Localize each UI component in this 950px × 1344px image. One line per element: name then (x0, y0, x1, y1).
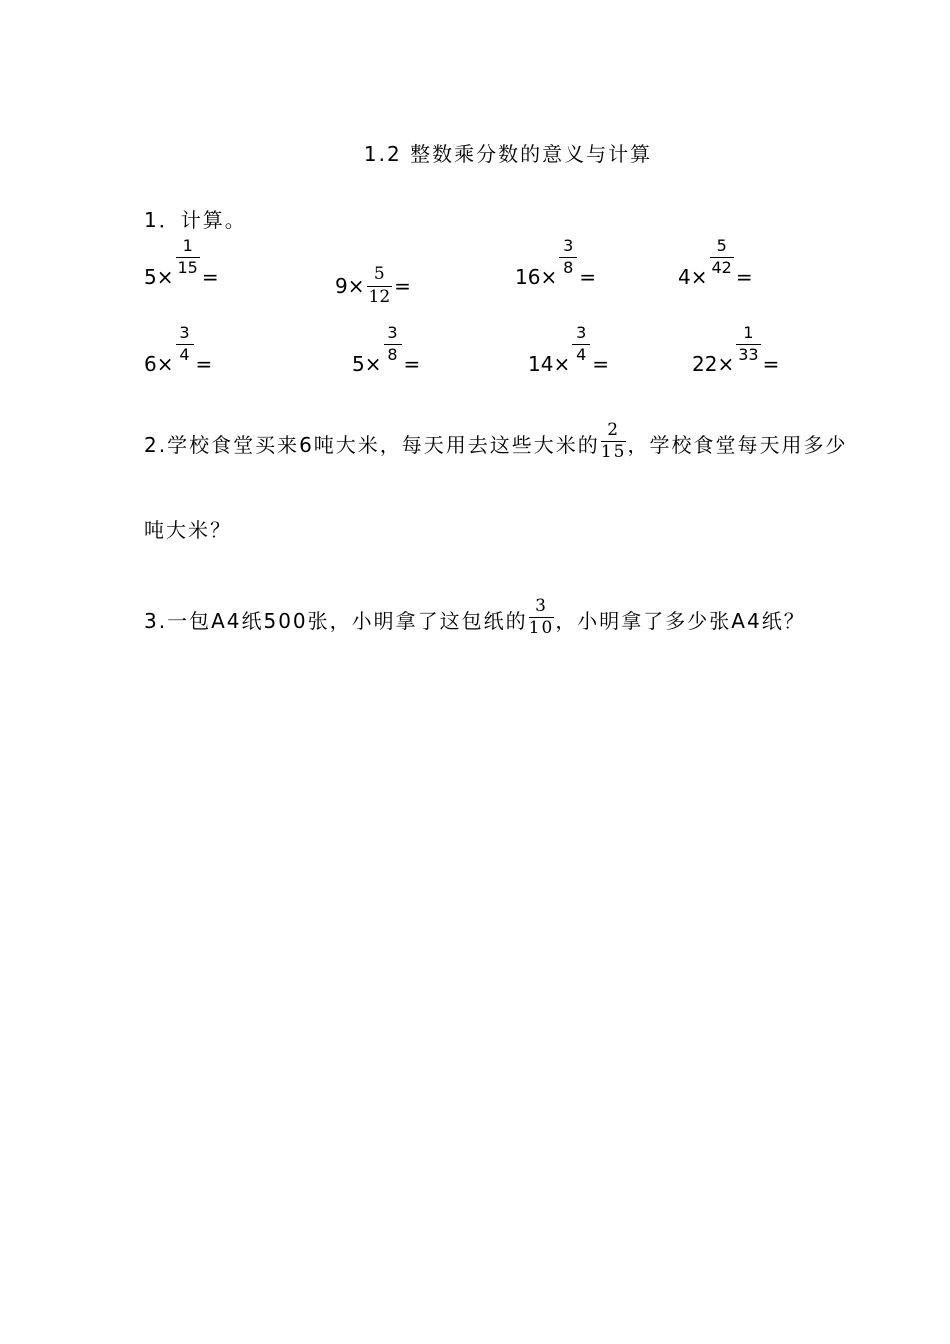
fraction (710, 238, 734, 276)
denominator: 33 (738, 345, 759, 364)
fraction (367, 266, 393, 306)
whole-number: 5 (352, 352, 365, 376)
numerator: 3 (563, 236, 574, 255)
equals-sign: = (592, 352, 609, 376)
times-sign: × (156, 265, 174, 289)
calc-item (144, 323, 213, 383)
calc-item (692, 323, 780, 383)
numerator: 3 (179, 323, 190, 342)
whole-number: 14 (528, 352, 554, 376)
whole-number: 22 (692, 352, 718, 376)
whole-number: 5 (144, 265, 157, 289)
question-2-text-a: 2.学校食堂买来6吨大米，每天用去这些大米的 (144, 433, 600, 457)
whole-number: 4 (678, 265, 691, 289)
times-sign: × (690, 265, 708, 289)
times-sign: × (364, 352, 382, 376)
numerator: 2 (607, 420, 621, 440)
question-3 (144, 596, 806, 639)
question-3-text-a: 3.一包A4纸500张，小明拿了这包纸的 (144, 609, 528, 633)
numerator: 3 (387, 323, 398, 342)
calc-item (678, 236, 753, 296)
section-1-heading: 1．计算。 (144, 208, 247, 232)
denominator: 4 (179, 345, 190, 364)
fraction (529, 598, 555, 637)
question-3-text-b: ，小明拿了多少张A4纸？ (555, 609, 806, 633)
question-2-text-b: ，学校食堂每天用多少 (627, 433, 848, 457)
equals-sign: = (579, 265, 596, 289)
fraction (176, 325, 194, 363)
equals-sign: = (403, 352, 421, 376)
times-sign: × (347, 274, 365, 298)
numerator: 1 (743, 323, 754, 342)
question-2 (144, 420, 848, 463)
whole-number: 9 (335, 274, 348, 298)
calc-item (144, 236, 219, 296)
times-sign: × (553, 352, 571, 376)
numerator: 3 (576, 323, 587, 342)
equals-sign: = (195, 352, 213, 376)
question-2-text-c: 吨大米？ (144, 518, 232, 542)
whole-number: 16 (515, 265, 541, 289)
page-title: 1.2 整数乘分数的意义与计算 (363, 142, 653, 166)
equals-sign: = (735, 265, 753, 289)
denominator: 42 (711, 258, 732, 277)
denominator: 10 (528, 618, 555, 638)
fraction (736, 325, 760, 363)
equals-sign: = (762, 352, 780, 376)
fraction (601, 422, 627, 461)
calc-item (352, 323, 421, 383)
fraction (572, 325, 590, 363)
denominator: 4 (576, 345, 587, 364)
fraction (176, 238, 200, 276)
numerator: 5 (373, 264, 385, 284)
equals-sign: = (201, 265, 219, 289)
whole-number: 6 (144, 352, 157, 376)
denominator: 8 (563, 258, 574, 277)
calc-item (335, 266, 411, 306)
denominator: 12 (368, 287, 391, 307)
numerator: 3 (535, 596, 548, 616)
denominator: 15 (600, 442, 627, 462)
denominator: 8 (387, 345, 398, 364)
calc-item (515, 236, 596, 296)
fraction (559, 238, 577, 276)
numerator: 1 (182, 236, 193, 255)
calc-item (528, 323, 609, 383)
numerator: 5 (716, 236, 727, 255)
fraction (384, 325, 402, 363)
times-sign: × (717, 352, 735, 376)
times-sign: × (540, 265, 558, 289)
equals-sign: = (394, 274, 411, 298)
times-sign: × (156, 352, 174, 376)
denominator: 15 (177, 258, 198, 277)
